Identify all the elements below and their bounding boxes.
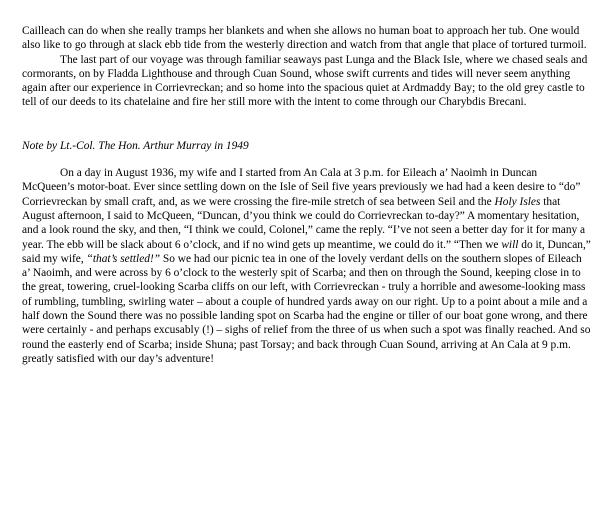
- document-page: [22, 24, 592, 366]
- paragraph-august-1936: [22, 166, 592, 366]
- text-run: So we had our picnic tea in one of the lovely verdant dells on the southern slopes of Eileach a’ Naoimh, and were across by 6 o’clock to the westerly spit of Scarba; and then on through the Sound, keeping close in to the great, towering, cruel-looking Scarba cliffs on our left, with Corrievreckan - truly a horrible and awesome-looking mass of rumbling, tumbling, swirling water – about a couple of hundred yards away on our right. Up to a point about a mile and a half down the Sound there was no possible landing spot on Scarba had the engine or tiller of our boat gone wrong, and there were certainly - and perhaps excusably (!) – sighs of relief from the three of us when such a spot was finally reached. And so round the easterly end of Scarba; inside Shuna; past Torsay; and back through Cuan Sound, arriving at An Cala at 9 p.m. greatly satisfied with our day’s adventure!: [22, 252, 591, 365]
- paragraph-cailleach: Cailleach can do when she really tramps her blankets and when she allows no human boat to approach her tub. One would also like to go through at slack ebb tide from the westerly direction and watch from that angle that place of tortured turmoil.: [22, 25, 587, 52]
- note-heading: Note by Lt.-Col. The Hon. Arthur Murray in 1949: [22, 139, 249, 152]
- text-run-italic: will: [501, 238, 519, 251]
- text-run: do it, Duncan,” said my wife,: [22, 238, 591, 265]
- text-run-italic: Holy Isles: [494, 195, 541, 208]
- text-run: On a day in August 1936, my wife and I started from An Cala at 3 p.m. for Eileach a’ Naoimh in Duncan McQueen’s motor-boat. Ever since settling down on the Isle of Seil five years previously we had had a keen desire to “do” Corrievreckan by small craft, and, as we were crossing the fire-mile stretch of sea between Seil and the: [22, 167, 581, 208]
- text-run: that August afternoon, I said to McQueen, “Duncan, d’you think we could do Corrievreckan to-day?” A momentary hesitation, and a look round the sky, and then, “I think we could, Colonel,” came the reply. “I’ve not seen a better day for it for many a year. The ebb will be slack about 6 o’clock, and if no wind gets up meantime, we could do it.” “Then we: [22, 195, 586, 251]
- paragraph-last-voyage: The last part of our voyage was through familiar seaways past Lunga and the Black Isle, where we chased seals and cormorants, on by Fladda Lighthouse and through Cuan Sound, whose swift currents and tides will never seem anything again after our experience in Corrievreckan; and so home into the spacious quiet at Ardmaddy Bay; to the old grey castle to tell of our deeds to its chatelaine and fire her still more with the intent to come through our Charybdis Brecani.: [22, 53, 588, 109]
- text-run-italic: “that’s settled!”: [86, 252, 161, 265]
